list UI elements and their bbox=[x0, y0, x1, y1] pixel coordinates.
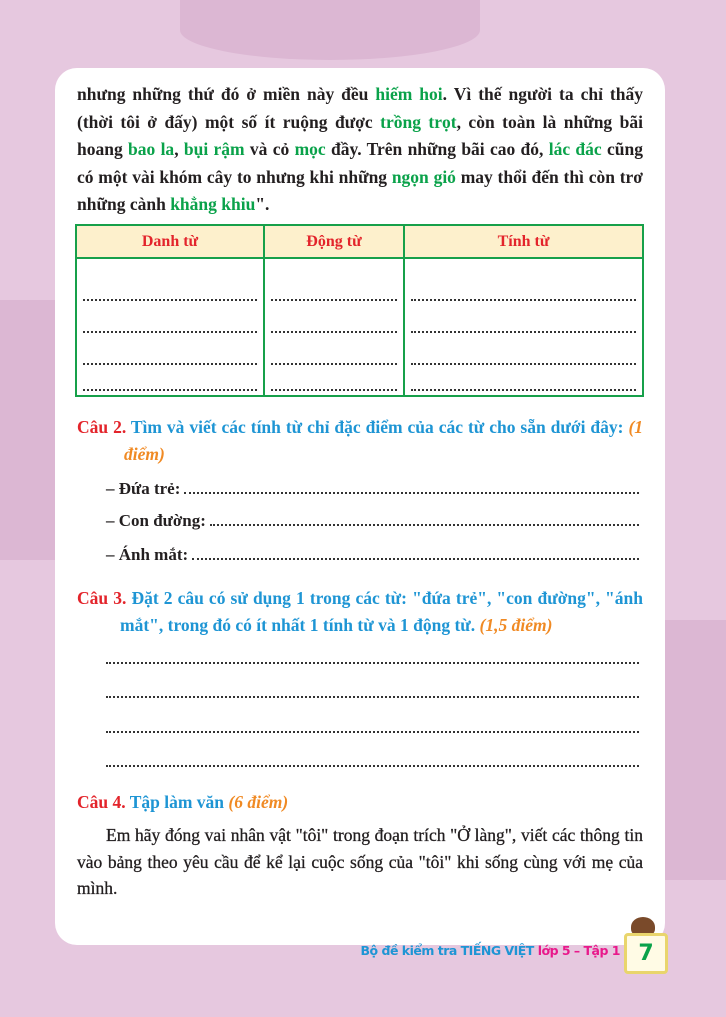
passage-segment: đầy. Trên những bãi cao đó, bbox=[325, 139, 549, 159]
series-title: Bộ đề kiểm tra TIẾNG VIỆT bbox=[360, 943, 534, 958]
item-label: – Con đường: bbox=[106, 511, 206, 530]
highlighted-word: khẳng khiu bbox=[170, 194, 256, 214]
question-2 bbox=[77, 414, 643, 468]
passage-segment: và cỏ bbox=[244, 139, 295, 159]
question-points: (1 điểm) bbox=[124, 417, 644, 464]
table-header: Động từ bbox=[264, 225, 404, 258]
highlighted-word: lác đác bbox=[548, 139, 602, 159]
question-points: (6 điểm) bbox=[228, 792, 289, 812]
table-header: Tính từ bbox=[404, 225, 643, 258]
answer-line[interactable] bbox=[106, 662, 639, 664]
background-shape bbox=[180, 0, 480, 60]
question-4 bbox=[77, 789, 643, 816]
passage-segment: , bbox=[174, 139, 184, 159]
passage-segment: , còn toàn là những bãi hoang bbox=[77, 111, 643, 159]
passage-segment: . Vì thế người ta chỉ thấy (thời tôi ở đấy) một số ít ruộng được bbox=[77, 84, 643, 132]
highlighted-word: trồng trọt bbox=[380, 111, 457, 132]
highlighted-word: bao la bbox=[128, 139, 175, 159]
highlighted-word: bụi rậm bbox=[183, 139, 245, 159]
highlighted-word: hiếm hoi bbox=[375, 84, 443, 104]
noun-answer-cell[interactable] bbox=[76, 258, 264, 396]
answer-line[interactable] bbox=[106, 696, 639, 698]
answer-line[interactable] bbox=[106, 765, 639, 767]
footer-title bbox=[361, 943, 620, 958]
passage-segment: may thổi đến thì còn trơ những cành bbox=[77, 166, 643, 214]
passage-segment: ". bbox=[255, 194, 270, 214]
word-classification-table bbox=[75, 224, 644, 397]
page-number: 7 bbox=[624, 933, 668, 974]
question-text: Tìm và viết các tính từ chỉ đặc điểm của các từ cho sẵn dưới đây: bbox=[130, 417, 624, 437]
item-label: – Đứa trẻ: bbox=[106, 479, 181, 498]
answer-line-con-duong[interactable] bbox=[106, 511, 639, 531]
answer-line-anh-mat[interactable] bbox=[106, 545, 639, 565]
question-points: (1,5 điểm) bbox=[479, 615, 553, 635]
question-number: Câu 4. bbox=[77, 792, 126, 812]
adjective-answer-cell[interactable] bbox=[404, 258, 643, 396]
passage-text bbox=[77, 81, 643, 219]
table-header: Danh từ bbox=[76, 225, 264, 258]
passage-segment: cũng có một vài khóm cây to nhưng khi những bbox=[77, 139, 643, 187]
verb-answer-cell[interactable] bbox=[264, 258, 404, 396]
question-number: Câu 2. bbox=[77, 417, 127, 437]
passage-segment: nhưng những thứ đó ở miền này đều bbox=[77, 84, 376, 104]
question-number: Câu 3. bbox=[77, 588, 127, 608]
highlighted-word: ngọn gió bbox=[391, 166, 456, 187]
question-text: Tập làm văn bbox=[129, 792, 225, 812]
answer-line-dua-tre[interactable] bbox=[106, 479, 639, 499]
highlighted-word: mọc bbox=[294, 139, 326, 159]
grade-label: lớp 5 – Tập 1 bbox=[537, 943, 620, 958]
answer-line[interactable] bbox=[106, 731, 639, 733]
question-4-body: Em hãy đóng vai nhân vật "tôi" trong đoạn trích "Ở làng", viết các thông tin vào bảng theo yêu cầu để kể lại cuộc sống của "tôi" khi sống cùng với mẹ của mình. bbox=[77, 825, 643, 898]
question-text: Đặt 2 câu có sử dụng 1 trong các từ: "đứa trẻ", "con đường", "ánh mắt", trong đó có ít nhất 1 tính từ và 1 động từ. bbox=[120, 588, 643, 635]
question-3 bbox=[77, 585, 643, 639]
item-label: – Ánh mắt: bbox=[106, 545, 189, 564]
